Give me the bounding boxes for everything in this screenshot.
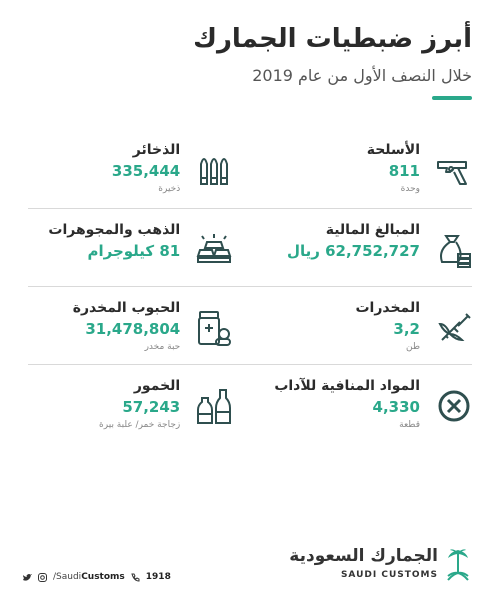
stat-label: المواد المنافية للآداب [274,378,420,394]
stat-value: 81 كيلوجرام [87,242,181,260]
stat-unit: حبة مخدر [144,342,181,352]
brand-name-english: SAUDI CUSTOMS [340,570,438,580]
gun-icon [436,152,472,188]
phone-icon [131,573,140,582]
stat-unit: وحدة [400,184,420,194]
gold-bars-icon [196,232,232,268]
palm-swords-logo-icon [444,546,472,586]
phone-number[interactable]: 1918 [145,572,171,582]
stat-value: 62,752,727 ريال [286,242,420,260]
row-divider [28,208,472,209]
stat-value: 335,444 [111,162,181,180]
stats-row-4 [28,376,472,454]
drugs-icon [436,310,472,346]
stat-unit: قطعة [399,420,420,430]
page-title: أبرز ضبطيات الجمارك [193,24,472,54]
stat-label: الخمور [133,378,181,394]
stat-alcohol [28,376,232,454]
stat-weapons [268,140,472,218]
bottles-icon [196,388,232,424]
title-accent-line [432,96,472,100]
stat-value: 3,2 [393,320,420,338]
social-handle[interactable] [53,572,125,582]
stats-row-1 [28,140,472,218]
handle-prefix: /Saudi [53,572,82,582]
stat-label: الذخائر [132,142,181,158]
brand-logo [272,544,472,588]
stat-label: الأسلحة [366,142,420,158]
stat-unit: ذخيرة [158,184,181,194]
handle-bold: Customs [81,572,125,582]
row-divider [28,364,472,365]
twitter-icon[interactable] [22,573,32,582]
stat-unit: طن [405,342,420,352]
stat-value: 4,330 [372,398,420,416]
stat-value: 57,243 [122,398,181,416]
prohibited-icon [436,388,472,424]
stat-ammunition [28,140,232,218]
stat-value: 31,478,804 [85,320,181,338]
stat-label: المخدرات [355,300,420,316]
pills-icon [196,310,232,346]
brand-name-arabic: الجمارك السعودية [289,546,438,566]
stat-value: 811 [388,162,420,180]
row-divider [28,286,472,287]
bullets-icon [196,152,232,188]
stat-unit: زجاجة خمر/ علبة بيرة [99,420,181,430]
stat-label: الذهب والمجوهرات [48,222,181,238]
page-subtitle: خلال النصف الأول من عام 2019 [252,66,472,85]
stat-label: الحبوب المخدرة [72,300,181,316]
money-bag-icon [436,232,472,268]
stat-indecent-materials [268,376,472,454]
footer-contact [22,572,171,582]
instagram-icon[interactable] [38,573,47,582]
stat-label: المبالغ المالية [325,222,420,238]
